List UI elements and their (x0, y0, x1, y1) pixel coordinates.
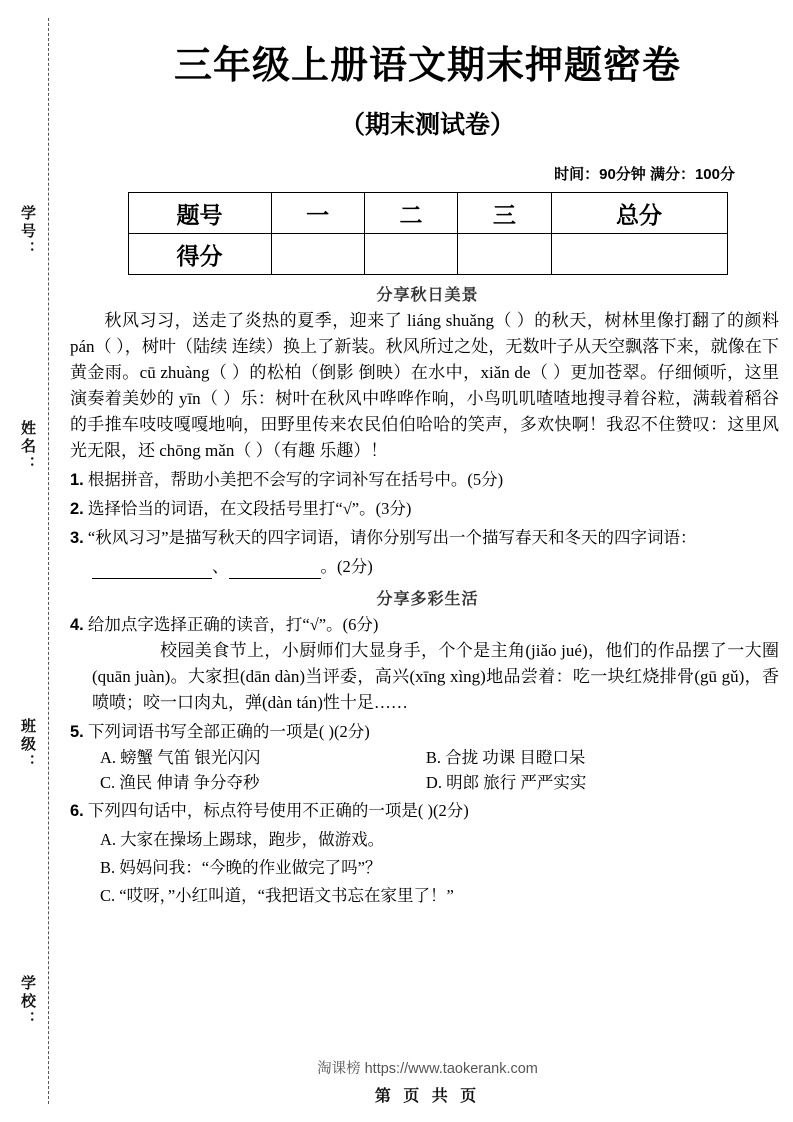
left-margin (0, 0, 62, 1122)
margin-label-class: 班级： (19, 718, 36, 772)
margin-label-school: 学校： (19, 975, 36, 1029)
question-3-number: 3. (70, 529, 84, 547)
footer-page-number: 第 页 共 页 (374, 1088, 481, 1105)
question-5-options-row2 (62, 770, 793, 795)
score-table-row-label: 得分 (128, 234, 271, 275)
margin-label-name: 姓名： (19, 420, 36, 474)
section-heading-1: 分享秋日美景 (376, 287, 479, 304)
question-1-text: 根据拼音，帮助小美把不会写的字词补写在括号中。(5分) (87, 470, 504, 489)
question-3-tail: 。(2分) (320, 557, 373, 576)
score-cell[interactable] (458, 234, 551, 275)
exam-meta-info: 时间：90分钟 满分：100分 (554, 166, 735, 183)
table-row (128, 193, 727, 234)
question-1 (62, 467, 793, 493)
option-a[interactable]: A. 螃蟹 气笛 银光闪闪 (100, 748, 261, 767)
score-cell[interactable] (271, 234, 364, 275)
question-3-text: “秋风习习”是描写秋天的四字词语，请你分别写出一个描写春天和冬天的四字词语： (87, 528, 697, 547)
page-title: 三年级上册语文期末押题密卷 (173, 45, 681, 87)
footer-source-watermark: 淘课榜 https://www.taokerank.com (317, 1061, 538, 1077)
option-d[interactable]: D. 明郎 旅行 严严实实 (425, 773, 587, 792)
score-table-header-cell: 一 (271, 193, 364, 234)
option-c[interactable]: C. 渔民 伸请 争分夺秒 (100, 773, 260, 792)
exam-page (62, 0, 793, 1122)
score-cell[interactable] (551, 234, 727, 275)
question-5-number: 5. (70, 723, 84, 741)
question-2 (62, 496, 793, 522)
question-6-option-a[interactable]: A. 大家在操场上踢球，跑步，做游戏。 (100, 830, 385, 849)
question-6-option-b[interactable]: B. 妈妈问我：“今晚的作业做完了吗”？ (100, 858, 382, 877)
section1-passage-text: 秋风习习，送走了炎热的夏季，迎来了 liáng shuǎng（ ）的秋天，树林里像打翻了的颜料 pán（ ），树叶（陆续 连续）换上了新装。秋风所过之处，无数叶子从天空飘落下来，就像在下黄金雨。cū zhuàng（ ）的松柏（倒影 倒映）在水中，xiǎn de（ ）更加苍翠。仔细倾听，这里演奏着美妙的 yīn（ ）乐：树叶在秋风中哗哗作响，小鸟叽叽喳喳地搜寻着谷粒，满载着稻谷的手推车吱吱嘎嘎地响，田野里传来农民伯伯哈哈的笑声，多欢快啊！我忍不住赞叹：这里风光无限，还 chōng mǎn（ ）（有趣 乐趣）！ (70, 311, 779, 460)
fold-dashed-line (48, 18, 49, 1104)
question-3 (62, 525, 793, 551)
question-4-passage: 校园美食节上，小厨师们大显身手，个个是主角(jiǎo jué)，他们的作品摆了一大圈(quān juàn)。大家担(dān dàn)当评委，高兴(xīng xìng)地品尝着：吃一块红烧排骨(gū gǔ)，香喷喷；咬一口肉丸，弹(dàn tán)性十足…… (92, 641, 779, 712)
question-5-text: 下列词语书写全部正确的一项是( )(2分) (87, 722, 370, 741)
answer-blank-winter[interactable] (229, 563, 321, 579)
score-table-header-cell: 总分 (551, 193, 727, 234)
question-2-number: 2. (70, 500, 84, 518)
section-heading-2: 分享多彩生活 (376, 591, 479, 608)
score-table (128, 192, 728, 275)
question-6-text: 下列四句话中，标点符号使用不正确的一项是( )(2分) (87, 801, 469, 820)
question-4-number: 4. (70, 616, 84, 634)
question-5-options-row1 (62, 745, 793, 770)
question-1-number: 1. (70, 471, 84, 489)
page-subtitle: （期末测试卷） (339, 111, 515, 139)
section1-passage (62, 308, 793, 464)
question-6-option-c[interactable]: C. “哎呀，”小红叫道，“我把语文书忘在家里了！” (100, 886, 454, 905)
table-row (128, 234, 727, 275)
question-6-number: 6. (70, 802, 84, 820)
question-5 (62, 719, 793, 745)
score-table-header-cell: 题号 (128, 193, 271, 234)
margin-label-student-id: 学号： (19, 205, 36, 259)
question-6 (62, 798, 793, 824)
question-3-answer-line: 、 。(2分) (62, 554, 793, 579)
question-4-text: 给加点字选择正确的读音，打“√”。(6分) (87, 615, 379, 634)
score-cell[interactable] (364, 234, 457, 275)
option-b[interactable]: B. 合拢 功课 目瞪口呆 (425, 748, 586, 767)
question-4 (62, 612, 793, 638)
answer-blank-spring[interactable] (92, 563, 212, 579)
question-2-text: 选择恰当的词语，在文段括号里打“√”。(3分) (87, 499, 412, 518)
score-table-header-cell: 二 (364, 193, 457, 234)
score-table-header-cell: 三 (458, 193, 551, 234)
